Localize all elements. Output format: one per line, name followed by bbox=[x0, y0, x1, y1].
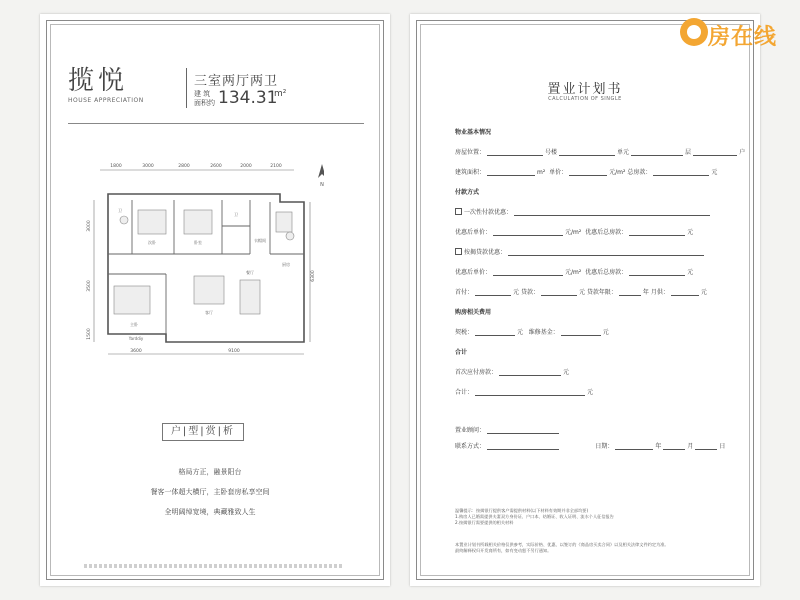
maintenance-fund-field[interactable] bbox=[561, 328, 601, 336]
loan-years-field[interactable] bbox=[619, 288, 641, 296]
deed-tax-field[interactable] bbox=[475, 328, 515, 336]
tax-row: 契税： 元 维修基金： 元 bbox=[455, 329, 609, 336]
mortgage-price-row: 优惠后单价： 元/m² 优惠后总房款： 元 bbox=[455, 269, 694, 276]
date-month-field[interactable] bbox=[663, 442, 685, 450]
monthly-payment-field[interactable] bbox=[671, 288, 699, 296]
discount-total-field[interactable] bbox=[629, 228, 685, 236]
date-day-field[interactable] bbox=[695, 442, 717, 450]
top-dim-3: 2800 bbox=[178, 164, 190, 169]
layout-analysis-title: 户|型|赏|析 bbox=[162, 423, 244, 441]
disclaimer: 本置业计划书所载相关价格仅供参考，实际价格、优惠、以签订的《商品房买卖合同》以及相关法律文件约定为准。 最终解释权归开发商所有，如有变动恕不另行通知。 bbox=[455, 542, 669, 553]
top-dim-2: 3000 bbox=[142, 164, 154, 169]
location-row: 房屋位置： 号楼 单元 层 户 bbox=[455, 149, 746, 156]
project-name-en: HOUSE APPRECIATION bbox=[68, 97, 144, 104]
section-property: 物业基本情况 bbox=[455, 129, 492, 136]
room-label-dining-room: 餐厅 bbox=[246, 270, 254, 275]
brand-logo bbox=[680, 16, 790, 50]
feature-list bbox=[60, 462, 360, 522]
unit-price-field[interactable] bbox=[569, 168, 607, 176]
top-dim-4: 2600 bbox=[210, 164, 222, 169]
purchase-plan-subtitle: CALCULATION OF SINGLE bbox=[548, 96, 622, 102]
loan-field[interactable] bbox=[541, 288, 577, 296]
area-value: 134.31 bbox=[218, 88, 278, 108]
consultant-row: 置业顾问： bbox=[455, 426, 755, 436]
logo-mark-icon bbox=[680, 18, 708, 46]
area-unit: m² bbox=[274, 89, 287, 99]
mortgage-checkbox[interactable] bbox=[455, 248, 462, 255]
area-row: 建筑面积： m² 单价： 元/m² 总房款： 元 bbox=[455, 169, 718, 176]
consultant-field[interactable] bbox=[487, 426, 559, 434]
top-dim-6: 2100 bbox=[270, 164, 282, 169]
contact-row: 联系方式： 日期： 年 月 日 bbox=[455, 443, 726, 450]
room-label-kitchen: 厨房 bbox=[282, 262, 290, 267]
first-payment-field[interactable] bbox=[499, 368, 561, 376]
date-year-field[interactable] bbox=[615, 442, 653, 450]
building-field[interactable] bbox=[487, 148, 543, 156]
feature-item: 全明阔绰宽境，典藏雅致人生 bbox=[164, 508, 256, 516]
room-label-master-bedroom: 主卧 bbox=[130, 322, 138, 327]
left-dim-1: 3000 bbox=[87, 220, 92, 232]
floor-plan bbox=[44, 156, 324, 366]
section-fees: 购房相关费用 bbox=[455, 309, 492, 316]
sum-row: 合计： 元 bbox=[455, 389, 594, 396]
north-arrow-icon bbox=[318, 164, 324, 178]
floor-field[interactable] bbox=[631, 148, 683, 156]
section-payment: 付款方式 bbox=[455, 189, 480, 196]
left-dim-2: 3500 bbox=[87, 280, 92, 292]
room-label-living-room: 客厅 bbox=[205, 310, 213, 315]
full-payment-row: 一次性付款优惠： bbox=[455, 208, 755, 218]
unit-field[interactable] bbox=[559, 148, 615, 156]
layout-type: 三室两厅两卫 bbox=[194, 74, 279, 89]
room-label-balcony: Yarddiy bbox=[128, 336, 144, 341]
top-dim-1: 1800 bbox=[110, 164, 122, 169]
room-label-bath-1: 卫 bbox=[118, 208, 122, 213]
sheet-frame bbox=[416, 20, 754, 580]
loan-row: 首付： 元 贷款： 元 贷款年限： 年 月供： 元 bbox=[455, 289, 707, 296]
purchase-plan-title: 置业计划书 bbox=[547, 82, 623, 97]
feature-item: 格局方正，融景阳台 bbox=[178, 468, 242, 476]
discount-unit-price-field[interactable] bbox=[493, 228, 563, 236]
door-field[interactable] bbox=[693, 148, 737, 156]
right-dim-1: 6300 bbox=[311, 270, 316, 282]
room-label-walk-in-closet: 衣帽间 bbox=[254, 238, 266, 243]
project-name: 揽悦 bbox=[68, 66, 129, 96]
title-rule bbox=[68, 123, 364, 124]
total-price-field[interactable] bbox=[653, 168, 709, 176]
bottom-dim-1: 3600 bbox=[130, 349, 142, 354]
section-total: 合计 bbox=[455, 349, 468, 356]
sum-field[interactable] bbox=[475, 388, 585, 396]
area-field[interactable] bbox=[487, 168, 535, 176]
mortgage-notes: 温馨提示：按揭银行提供客户需提供材料(以下材料有效期并非全部均要) 1.购房人已婚需提供夫妻双方身份证、户口本、结婚证、收入证明、流水个人征信报告 2.按揭银行需要提供的相关材料 bbox=[455, 508, 614, 525]
room-label-bedroom: 卧室 bbox=[194, 240, 202, 245]
contact-field[interactable] bbox=[487, 442, 559, 450]
first-payment-row: 首次应付房款： 元 bbox=[455, 369, 570, 376]
north-label: N bbox=[320, 182, 324, 188]
logo-text: 房在线 bbox=[708, 25, 778, 50]
fine-print bbox=[84, 564, 344, 568]
left-dim-3: 1500 bbox=[87, 328, 92, 340]
full-payment-discount-field[interactable] bbox=[514, 208, 710, 216]
full-payment-checkbox[interactable] bbox=[455, 208, 462, 215]
room-label-bath-2: 卫 bbox=[234, 212, 238, 217]
project-title-block bbox=[68, 60, 318, 110]
full-payment-price-row: 优惠后单价： 元/m² 优惠后总房款： 元 bbox=[455, 229, 694, 236]
top-dim-5: 2000 bbox=[240, 164, 252, 169]
mortgage-row: 按揭贷款优惠： bbox=[455, 248, 755, 258]
mortgage-total-field[interactable] bbox=[629, 268, 685, 276]
bottom-dim-2: 9100 bbox=[228, 349, 240, 354]
down-payment-field[interactable] bbox=[475, 288, 511, 296]
mortgage-discount-field[interactable] bbox=[508, 248, 704, 256]
feature-item: 餐客一体超大横厅，主卧套房私享空间 bbox=[150, 488, 270, 496]
title-divider bbox=[186, 68, 187, 108]
room-label-secondary-bedroom: 次卧 bbox=[148, 240, 156, 245]
area-label: 建 筑 面积约 bbox=[194, 90, 215, 107]
mortgage-unit-price-field[interactable] bbox=[493, 268, 563, 276]
